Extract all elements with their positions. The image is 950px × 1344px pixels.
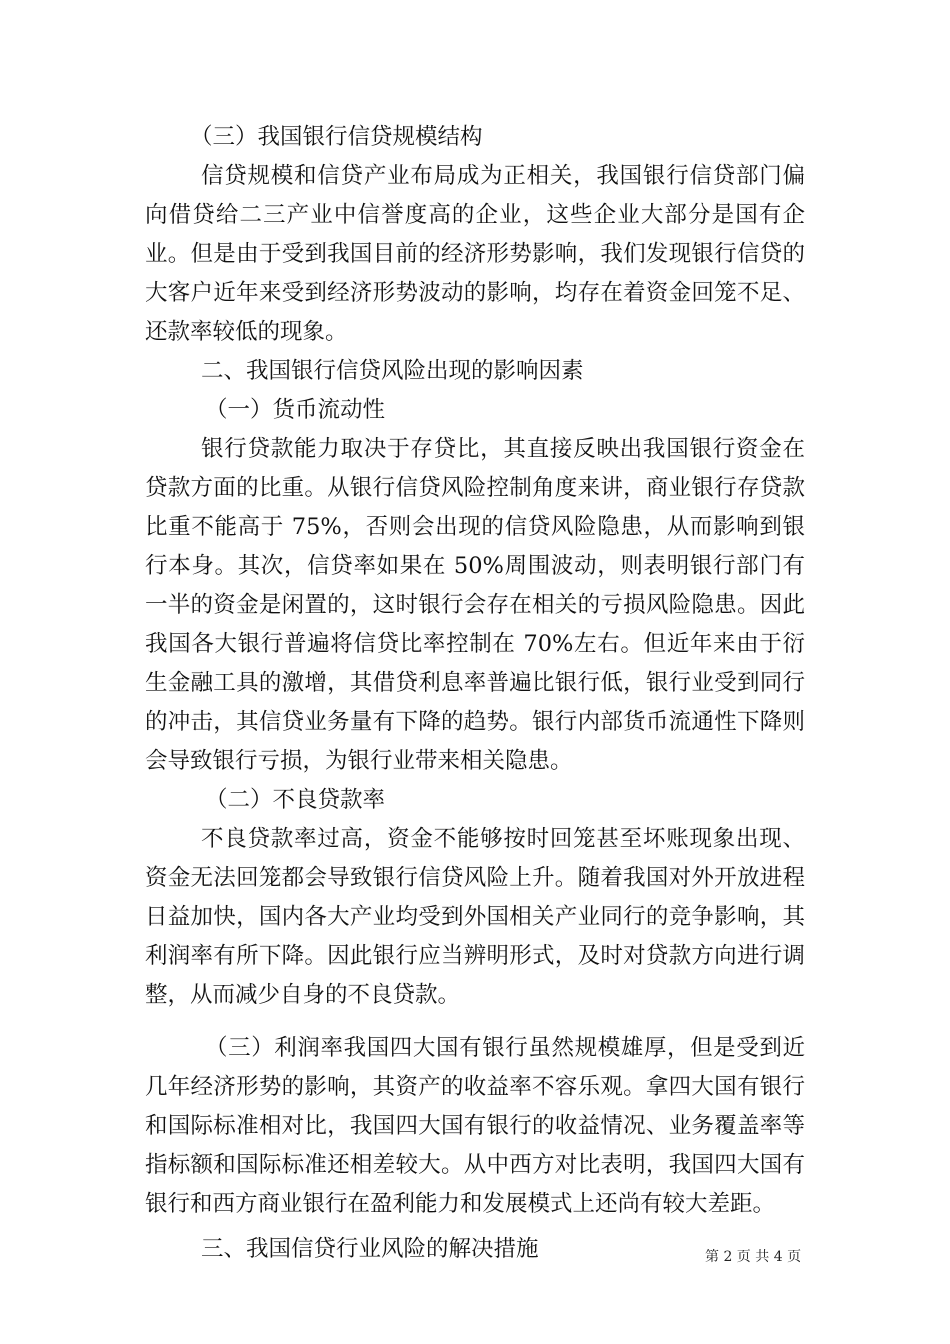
- heading-bad-loan-rate: （二）不良贷款率: [205, 787, 386, 813]
- heading-credit-scale-structure: （三）我国银行信贷规模结构: [190, 124, 483, 150]
- heading-section-two-risk-factors: 二、我国银行信贷风险出现的影响因素: [201, 358, 584, 384]
- page-number-footer: 第 2 页 共 4 页: [705, 1249, 802, 1265]
- paragraph-profit-rate: （三）利润率我国四大国有银行虽然规模雄厚，但是受到近几年经济形势的影响，其资产的收益率不容乐观。拿四大国有银行和国际标准相对比，我国四大国有银行的收益情况、业务覆盖率等指标额和国际标准还相差较大。从中西方对比表明，我国四大国有银行和西方商业银行在盈利能力和发展模式上还尚有较大差距。: [145, 1035, 805, 1217]
- paragraph-money-liquidity: 银行贷款能力取决于存贷比，其直接反映出我国银行资金在贷款方面的比重。从银行信贷风险控制角度来讲，商业银行存贷款比重不能高于 75%，否则会出现的信贷风险隐患，从而影响到银行本身。其次，信贷率如果在 50%周围波动，则表明银行部门有一半的资金是闲置的，这时银行会存在相关的亏损风险隐患。因此我国各大银行普遍将信贷比率控制在 70%左右。但近年来由于衍生金融工具的激增，其借贷利息率普遍比银行低，银行业受到同行的冲击，其信贷业务量有下降的趋势。银行内部货币流通性下降则会导致银行亏损，为银行业带来相关隐患。: [145, 436, 805, 774]
- paragraph-bad-loan-rate: 不良贷款率过高，资金不能够按时回笼甚至坏账现象出现、资金无法回笼都会导致银行信贷风险上升。随着我国对外开放进程日益加快，国内各大产业均受到外国相关产业同行的竞争影响，其利润率有所下降。因此银行应当辨明形式，及时对贷款方向进行调整，从而减少自身的不良贷款。: [145, 826, 805, 1008]
- heading-section-three-solutions: 三、我国信贷行业风险的解决措施: [201, 1236, 539, 1262]
- document-body: [145, 118, 805, 1269]
- heading-money-liquidity: （一）货币流动性: [205, 397, 386, 423]
- paragraph-credit-scale-structure: 信贷规模和信贷产业布局成为正相关，我国银行信贷部门偏向借贷给二三产业中信誉度高的企业，这些企业大部分是国有企业。但是由于受到我国目前的经济形势影响，我们发现银行信贷的大客户近年来受到经济形势波动的影响，均存在着资金回笼不足、还款率较低的现象。: [145, 163, 805, 345]
